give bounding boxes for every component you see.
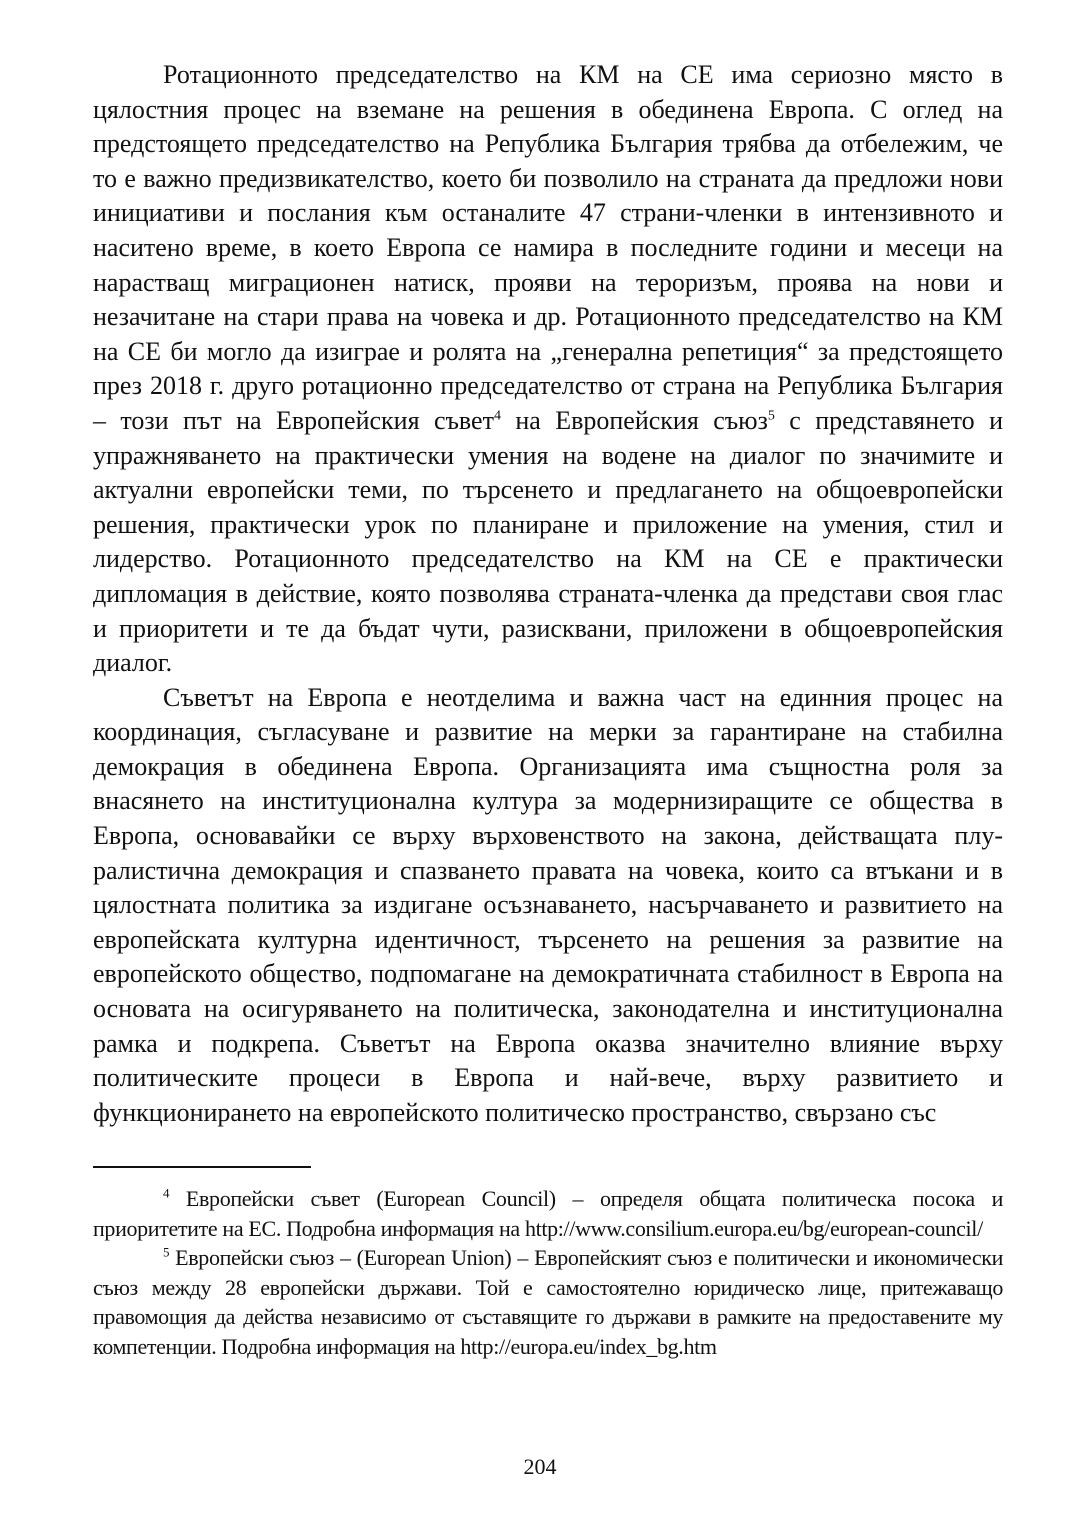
- page-number: 204: [523, 1454, 557, 1479]
- paragraph-1-part-2: на Европейския съюз: [500, 405, 768, 435]
- footnote-5: [93, 1243, 1003, 1361]
- footnote-ref-5[interactable]: 5: [767, 408, 775, 424]
- footnote-4: [93, 1184, 1003, 1243]
- paragraph-2: Съветът на Европа е неотделима и важна част на единния процес на координация, съгласуване и развитие на мерки за гарантиране на стабилна демокрация в обединена Европа. Организацията има същностна роля за внасянето на институционална култура за модернизиращите се общества в Европа, основавайки се върху върховенството на закона, действащата плуралистична демокрация и спазването правата на човека, които са втъкани и в цялостната политика за издигане осъзнаването, насърчаването и развитието на европейската културна идентичност, търсенето на решения за развитие на европейското общество, подпомагане на демократичната стабилност в Европа на основата на осигуряването на политическа, законодателна и институционална рамка и подкрепа. Съветът на Европа оказва значително влияние върху политическите процеси в Европа и най-вече, върху развитието и функционирането на европейското политическо пространство, свързано със: [93, 682, 1003, 1127]
- footnote-ref-4[interactable]: 4: [493, 408, 501, 424]
- footnote-marker-5: 5: [163, 1244, 170, 1260]
- paragraph-1: [93, 58, 1003, 681]
- footnote-marker-4: 4: [163, 1185, 170, 1201]
- main-text: [93, 58, 1003, 1130]
- footnote-4-text: Европейски съвет (European Council) – определя общата политическа посока и приоритетите на ЕС. Подробна информация на http://www.consilium.europa.eu/bg/european-council/: [93, 1186, 1003, 1241]
- footnote-5-text: Европейски съюз – (European Union) – Европейският съюз е политически и икономически съюз между 28 европейски държави. Той е самостоятелно юридическо лице, притежаващо правомощия да действа независимо от съставящите го държави в рамките на предоставените му компетенции. Подробна информация на http://europa.eu/index_bg.htm: [93, 1245, 1003, 1359]
- paragraph-1-part-1: Ротационното председателство на КМ на СЕ има сериозно място в цялостния процес на вземане на решения в обединена Европа. С оглед на предстоящето председателство на Република България трябва да отбележим, че то е важно предизвикателство, което би позволило на страната да предложи нови инициативи и послания към останалите 47 страни-членки в интензивното и наситено време, в което Европа се намира в последните години и месеци на нарастващ миграционен натиск, прояви на тероризъм, проява на нови и незачитане на стари права на човека и др. Ротационното председателство на КМ на СЕ би могло да изиграе и ролята на „генерална репетиция“ за предстоящето през 2018 г. друго ротационно председателство от страна на Република България – този път на Европейския съвет: [93, 60, 1003, 435]
- footnotes: [93, 1184, 1003, 1362]
- footnote-separator: [93, 1166, 311, 1168]
- paragraph-1-part-3: с представянето и упражняването на практически умения на водене на диалог по значимите и актуални европейски теми, по търсенето и предлагането на общоевропейски решения, практически урок по планиране и приложение на умения, стил и лидерство. Ротационното председателство на КМ на СЕ е практически дипломация в действие, която позволява страната-членка да представи своя глас и приоритети и те да бъдат чути, разисквани, приложени в общоевропейския диалог.: [93, 405, 1003, 678]
